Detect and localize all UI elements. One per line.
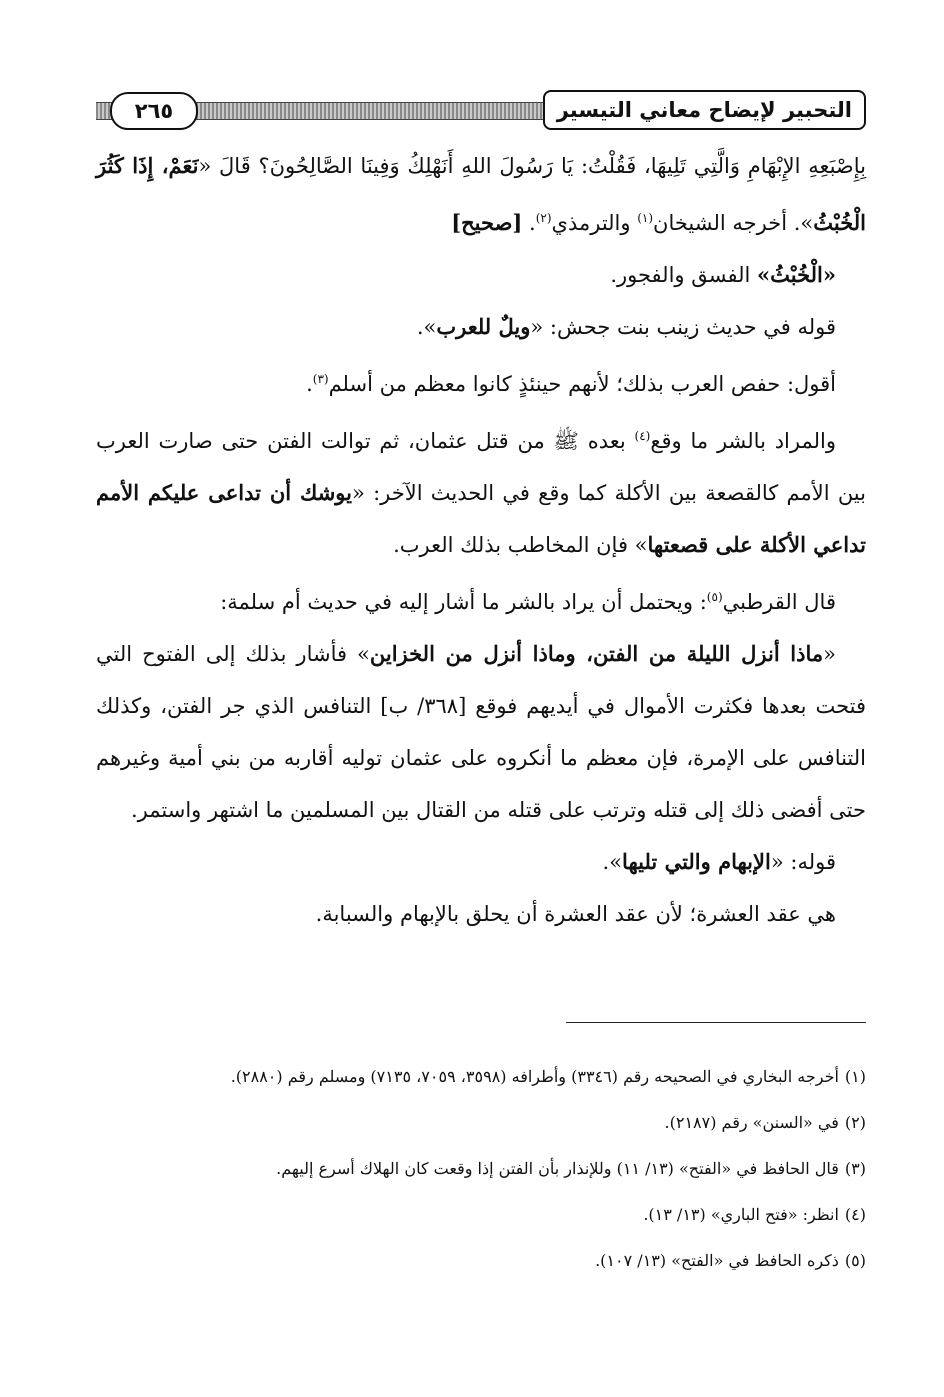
- footnote-5: (٥)ذكره الحافظ في «الفتح» (١٣/ ١٠٧).: [595, 1251, 866, 1270]
- footnote-4: (٤)انظر: «فتح الباري» (١٣/ ١٣).: [643, 1205, 866, 1224]
- book-title: التحبير لإيضاح معاني التيسير: [543, 90, 866, 130]
- hadith-grade: [صحيح]: [451, 210, 523, 235]
- footnote-ref-1: (١): [637, 211, 654, 225]
- footnote-1: (١)أخرجه البخاري في الصحيحه رقم (٣٣٤٦) وأطرافه (٣٥٩٨، ٧٠٥٩، ٧١٣٥) ومسلم رقم (٢٨٨٠).: [230, 1067, 866, 1086]
- paragraph-4: أقول: حفص العرب بذلك؛ لأنهم حينئذٍ كانوا معظم من أسلم$^{(٣)}$.: [306, 372, 836, 396]
- footnote-separator: [566, 1022, 866, 1023]
- paragraph-1: بِإِصْبَعِهِ الإِبْهَامِ وَالَّتِي تَلِيهَا، فَقُلْتُ: يَا رَسُولَ اللهِ أَنَهْلِكُ وَفِينَا الصَّالِحُونَ؟ قَالَ «نَعَمْ، إِذَا كَثُرَ الْخُبْثُ». أخرجه الشيخان$^{(١)}$ والترمذي$^{(٢)}$. [صحيح]: [96, 153, 866, 235]
- paragraph-6: قال القرطبي$^{(٥)}$: ويحتمل أن يراد بالشر ما أشار إليه في حديث أم سلمة:: [220, 590, 836, 614]
- paragraph-8: قوله: «الإبهام والتي تليها».: [602, 849, 836, 874]
- paragraph-2: «الْخُبْثُ» الفسق والفجور.: [610, 262, 836, 287]
- footnote-3: (٣)قال الحافظ في «الفتح» (١٣/ ١١) وللإنذار بأن الفتن إذا وقعت كان الهلاك أسرع إليهم.: [276, 1159, 866, 1178]
- footnotes: [96, 1054, 866, 1284]
- paragraph-3: قوله في حديث زينب بنت جحش: «ويلٌ للعرب».: [416, 314, 836, 339]
- running-header: [96, 90, 866, 136]
- paragraph-9: هي عقد العشرة؛ لأن عقد العشرة أن يحلق بالإبهام والسبابة.: [315, 902, 836, 926]
- page-number: ٢٦٥: [110, 92, 198, 130]
- paragraph-7: «ماذا أنزل الليلة من الفتن، وماذا أنزل من الخزاين» فأشار بذلك إلى الفتوح التي فتحت بعدها فكثرت الأموال في أيديهم فوقع [٣٦٨/ ب] التنافس الذي جر الفتن، وكذلك التنافس على الإمرة، فإن معظم ما أنكروه على عثمان توليه أقاربه من بني أمية وغيرهم حتى أفضى ذلك إلى قتله وترتب على قتله من القتال بين المسلمين ما اشتهر واستمر.: [96, 641, 866, 822]
- hadith-quote: نَعَمْ، إِذَا كَثُرَ الْخُبْثُ: [96, 153, 866, 235]
- footnote-ref-5: (٥): [706, 590, 723, 604]
- footnote-ref-3: (٣): [312, 372, 329, 386]
- footnote-ref-4: (٤): [634, 429, 651, 443]
- main-text: [96, 140, 866, 940]
- footnote-ref-2: (٢): [535, 211, 552, 225]
- footnote-2: (٢)في «السنن» رقم (٢١٨٧).: [664, 1113, 866, 1132]
- paragraph-5: والمراد بالشر ما وقع$^{(٤)}$ بعده ﷺ من قتل عثمان، ثم توالت الفتن حتى صارت العرب بين الأمم كالقصعة بين الأكلة كما وقع في الحديث الآخر: «يوشك أن تداعى عليكم الأمم تداعي الأكلة على قصعتها» فإن المخاطب بذلك العرب.: [96, 429, 866, 557]
